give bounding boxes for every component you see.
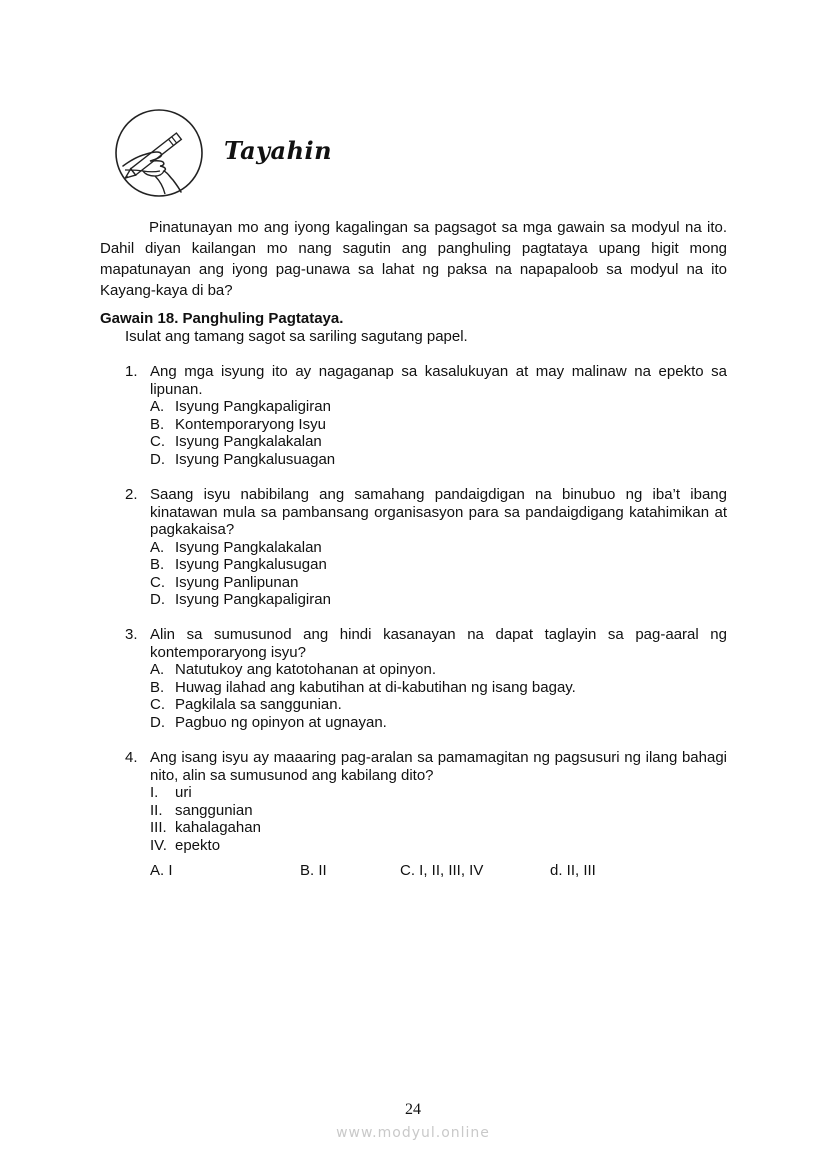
choice-c: C. I, II, III, IV xyxy=(400,862,484,879)
item-iii: III. kahalagahan xyxy=(150,819,261,836)
question-number: 2. xyxy=(125,486,138,503)
activity-title: Gawain 18. Panghuling Pagtataya. xyxy=(100,310,344,327)
choice-a: A. I xyxy=(150,862,173,879)
option-a: A. Isyung Pangkalakalan xyxy=(150,538,322,556)
item-ii: II. sanggunian xyxy=(150,801,253,819)
answer-choices xyxy=(150,862,727,880)
question-1 xyxy=(125,363,727,468)
activity-instruction: Isulat ang tamang sagot sa sariling sagutang papel. xyxy=(125,328,468,345)
choice-b: B. II xyxy=(300,862,327,879)
option-c: C. Isyung Pangkalakalan xyxy=(150,433,322,450)
item-i: I. uri xyxy=(150,784,192,801)
option-a: A. Isyung Pangkapaligiran xyxy=(150,398,331,415)
option-a: A. Natutukoy ang katotohanan at opinyon. xyxy=(150,661,437,678)
question-number: 1. xyxy=(125,363,138,380)
question-2 xyxy=(125,486,727,609)
option-d: D. Isyung Pangkalusuagan xyxy=(150,450,336,468)
question-number: 3. xyxy=(125,626,138,643)
option-d: D. Isyung Pangkapaligiran xyxy=(150,591,331,608)
question-text: Ang mga isyung ito ay nagaganap sa kasalukuyan at may malinaw na epekto sa lipunan. xyxy=(150,363,727,398)
option-b: B. Isyung Pangkalusugan xyxy=(150,556,327,573)
hand-writing-with-pencil-icon xyxy=(113,108,205,198)
option-b: B. Huwag ilahad ang kabutihan at di-kabutihan ng isang bagay. xyxy=(150,678,576,696)
option-c: C. Pagkilala sa sanggunian. xyxy=(150,696,342,713)
question-4 xyxy=(125,749,727,880)
option-b: B. Kontemporaryong Isyu xyxy=(150,415,326,433)
item-iv: IV. epekto xyxy=(150,836,221,854)
choice-d: d. II, III xyxy=(550,862,596,879)
option-d: D. Pagbuo ng opinyon at ugnayan. xyxy=(150,713,387,731)
question-text: Saang isyu nabibilang ang samahang pandaigdigan na binubuo ng iba’t ibang kinatawan mula sa pambansang organisasyon para sa pandaigdigang katahimikan at pagkakaisa? xyxy=(150,486,727,538)
section-title: Tayahin xyxy=(224,136,333,165)
intro-paragraph: Pinatunayan mo ang iyong kagalingan sa pagsagot sa mga gawain sa modyul na ito. Dahil diyan kailangan mo nang sagutin ang panghuling pagtataya upang higit mong mapatunayan ang iyong pag-unawa sa lahat ng paksa na napapaloob sa modyul na ito Kayang-kaya di ba? xyxy=(100,219,727,299)
question-text: Alin sa sumusunod ang hindi kasanayan na dapat taglayin sa pag-aaral ng kontemporaryong isyu? xyxy=(150,626,727,661)
question-text: Ang isang isyu ay maaaring pag-aralan sa pamamagitan ng pagsusuri ng ilang bahagi nito, alin sa sumusunod ang kabilang dito? xyxy=(150,749,727,784)
option-c: C. Isyung Panlipunan xyxy=(150,573,299,591)
question-3 xyxy=(125,626,727,731)
watermark: www.modyul.online xyxy=(336,1125,490,1141)
page-number: 24 xyxy=(405,1101,421,1118)
question-number: 4. xyxy=(125,749,138,766)
